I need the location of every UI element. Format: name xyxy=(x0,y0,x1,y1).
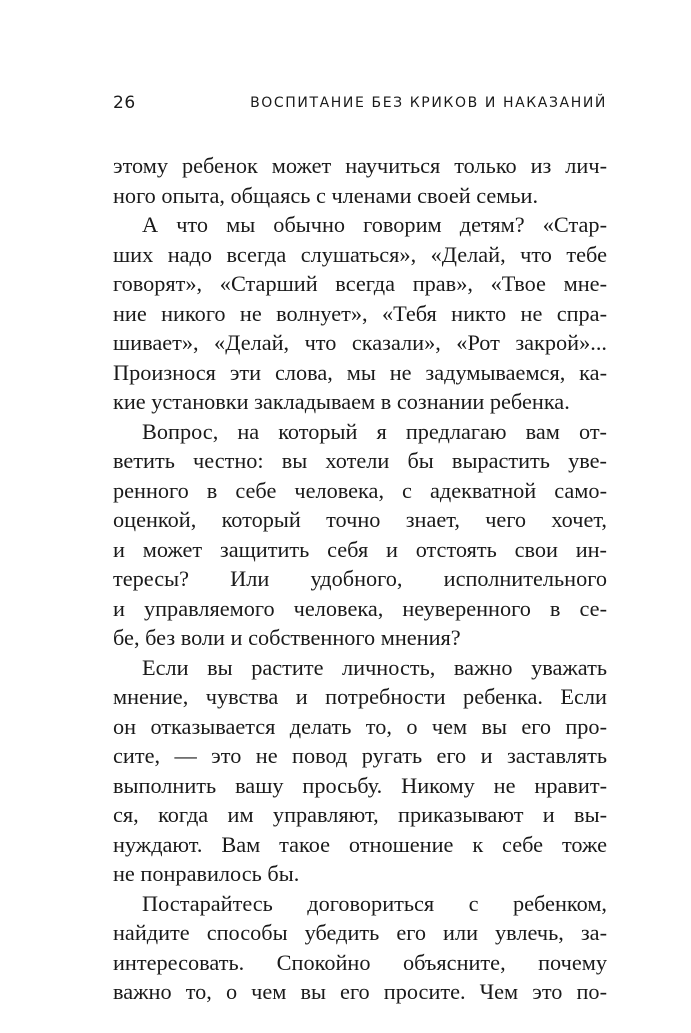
text-line: и может защитить себя и отстоять свои ин- xyxy=(113,536,607,562)
text-line: тересы? Или удобного, исполнительного xyxy=(113,566,607,591)
text-line: сите, — это не повод ругать его и заставлять xyxy=(113,743,607,768)
text-line: ших надо всегда слушаться», «Делай, что тебе xyxy=(113,241,607,267)
text-line: ся, когда им управляют, приказывают и вы- xyxy=(113,802,607,827)
page-number: 26 xyxy=(113,93,136,113)
text-line: найдите способы убедить его или увлечь, за- xyxy=(113,920,607,945)
text-line: он отказывается делать то, о чем вы его про- xyxy=(113,713,607,739)
text-line: ветить честно: вы хотели бы вырастить уве- xyxy=(113,448,607,473)
text-line: и управляемого человека, неуверенного в се- xyxy=(113,595,607,621)
text-line: оценкой, который точно знает, чего хочет, xyxy=(113,507,607,532)
text-line: кие установки закладываем в сознании ребенка. xyxy=(113,389,570,414)
text-line: этому ребенок может научиться только из лич- xyxy=(113,153,607,178)
text-line: ного опыта, общаясь с членами своей семьи. xyxy=(113,182,539,208)
running-title: ВОСПИТАНИЕ БЕЗ КРИКОВ И НАКАЗАНИЙ xyxy=(250,95,607,111)
text-line: интересовать. Спокойно объясните, почему xyxy=(113,949,607,975)
text-line: важно то, о чем вы его просите. Чем это по- xyxy=(113,979,607,1004)
text-line: Вопрос, на который я предлагаю вам от- xyxy=(142,418,607,444)
text-line: ренного в себе человека, с адекватной само- xyxy=(113,477,607,503)
text-line: нуждают. Вам такое отношение к себе тоже xyxy=(113,831,607,857)
text-line: ние никого не волнует», «Тебя никто не спра- xyxy=(113,300,607,326)
text-line: выполнить вашу просьбу. Никому не нравит- xyxy=(113,772,607,798)
text-line: А что мы обычно говорим детям? «Стар- xyxy=(142,212,607,237)
text-line: не понравилось бы. xyxy=(113,861,300,886)
text-line: Произнося эти слова, мы не задумываемся, ка- xyxy=(113,359,607,385)
text-line: Постарайтесь договориться с ребенком, xyxy=(142,890,607,916)
body-text xyxy=(113,151,607,1007)
text-line: Если вы растите личность, важно уважать xyxy=(142,654,607,680)
running-head xyxy=(113,93,607,117)
text-line: говорят», «Старший всегда прав», «Твое мне- xyxy=(113,271,607,296)
text-line: шивает», «Делай, что сказали», «Рот закрой»... xyxy=(113,330,607,355)
text-line: бе, без воли и собственного мнения? xyxy=(113,625,461,650)
text-line: мнение, чувства и потребности ребенка. Если xyxy=(113,684,607,709)
